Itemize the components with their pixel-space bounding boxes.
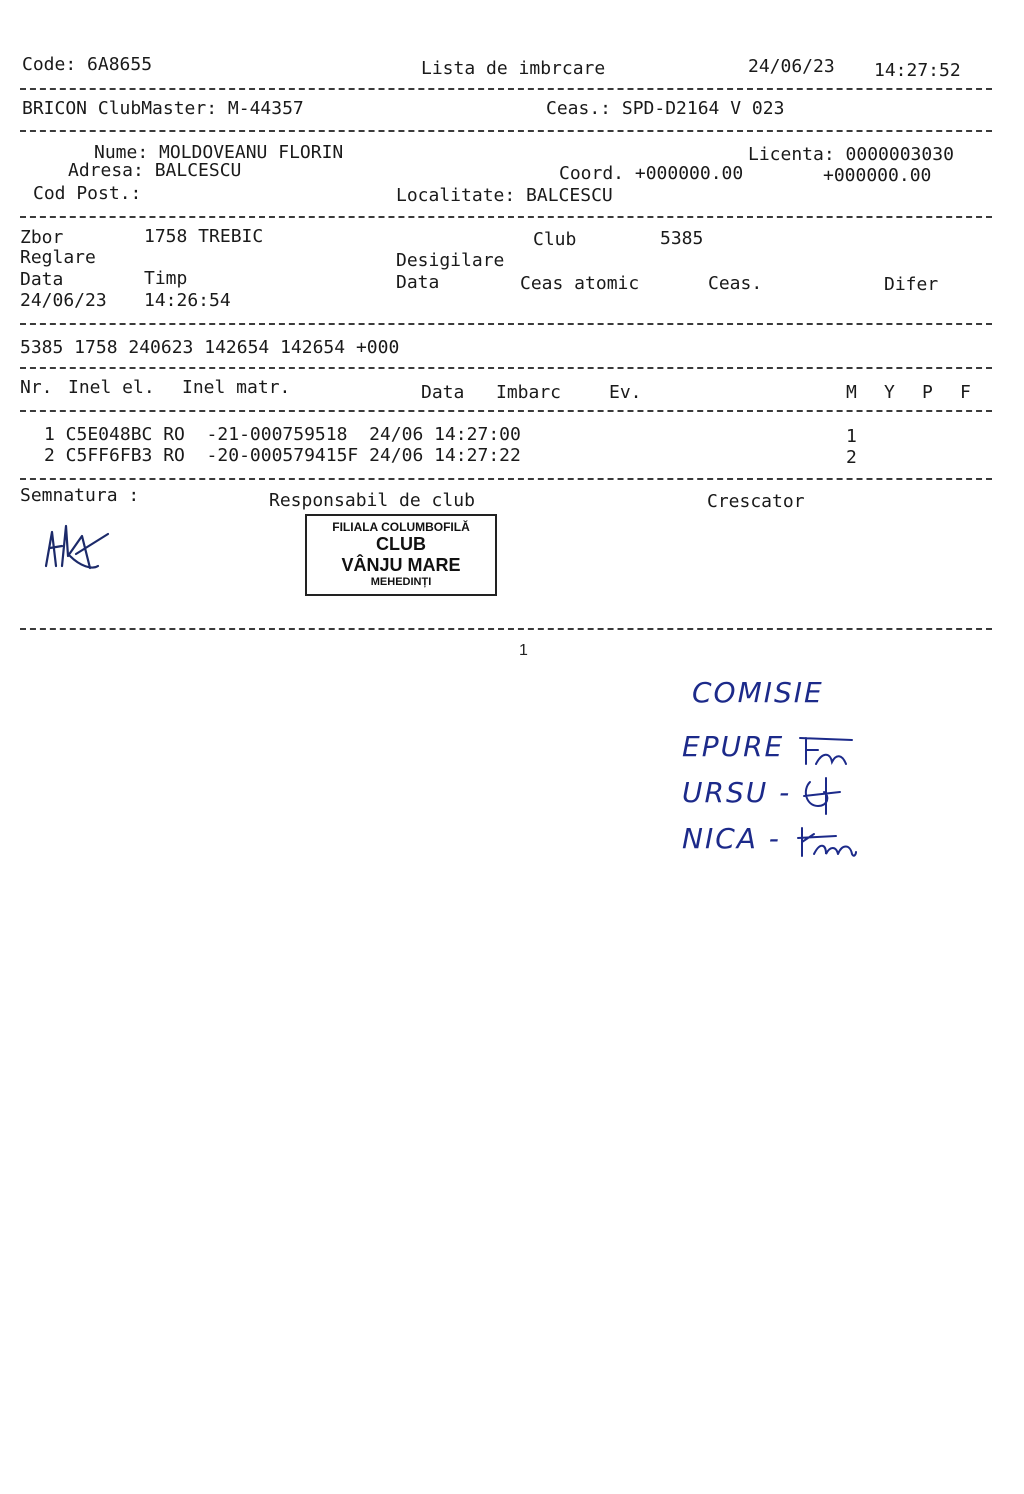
club-stamp: [305, 514, 497, 596]
stamp-line-3: VÂNJU MARE: [341, 555, 461, 575]
initials-scribble-3: [796, 824, 860, 860]
zbor-value: 1758 TREBIC: [144, 226, 264, 247]
responsabil-label: Responsabil de club: [269, 490, 475, 511]
handwritten-line-3: NICA -: [682, 822, 781, 855]
owner-licence: Licenta: 0000003030: [748, 144, 954, 165]
crescator-label: Crescator: [707, 491, 805, 512]
code-label: Code: 6A8655: [22, 54, 153, 75]
timp-label: Timp: [144, 268, 188, 289]
table-row: 2 C5FF6FB3 RO -20-000579415F 24/06 14:27:22: [44, 445, 521, 466]
data-value: 24/06/23: [20, 290, 107, 311]
initials-scribble-1: [796, 734, 856, 768]
coord-lat: Coord. +000000.00: [559, 163, 744, 184]
document-title: Lista de imbrcare: [421, 58, 606, 79]
divider: [20, 367, 992, 369]
desigilare-label: Desigilare: [396, 250, 505, 271]
postal-code: Cod Post.:: [33, 183, 142, 204]
zbor-label: Zbor: [20, 227, 64, 248]
initials-scribble-2: [800, 776, 846, 816]
stamp-line-2: CLUB: [376, 534, 426, 554]
col-m: M: [846, 382, 857, 403]
ceas-label: Ceas.: [708, 273, 763, 294]
divider: [20, 478, 992, 480]
stamp-line-1: FILIALA COLUMBOFILĂ: [332, 520, 470, 534]
locality: Localitate: BALCESCU: [396, 185, 613, 206]
col-inel-matr: Inel matr.: [182, 377, 291, 398]
code-line: 5385 1758 240623 142654 142654 +000: [20, 337, 400, 358]
col-imbarc: Imbarc: [496, 382, 562, 403]
timp-value: 14:26:54: [144, 290, 231, 311]
data2-label: Data: [396, 272, 440, 293]
header-date: 24/06/23: [748, 56, 835, 77]
semnatura-label: Semnatura :: [20, 485, 140, 506]
owner-address: Adresa: BALCESCU: [68, 160, 242, 181]
clubmaster-id: BRICON ClubMaster: M-44357: [22, 98, 304, 119]
col-data: Data: [421, 382, 465, 403]
ceas-atomic-label: Ceas atomic: [520, 273, 640, 294]
handwritten-line-1: EPURE: [682, 730, 785, 763]
table-row: 1 C5E048BC RO -21-000759518 24/06 14:27:00: [44, 424, 521, 445]
handwritten-title: COMISIE: [692, 676, 824, 709]
owner-name: Nume: MOLDOVEANU FLORIN: [94, 142, 344, 163]
reglare-label: Reglare: [20, 247, 96, 268]
table-row-m: 1: [846, 426, 857, 447]
col-nr: Nr.: [20, 377, 53, 398]
page-number: 1: [519, 642, 528, 659]
signature-scribble: [36, 496, 116, 576]
divider: [20, 323, 992, 325]
stamp-line-4: MEHEDINȚI: [370, 576, 432, 588]
table-row-m: 2: [846, 447, 857, 468]
divider: [20, 410, 992, 412]
divider: [20, 88, 992, 90]
handwritten-line-2: URSU -: [682, 776, 792, 809]
data-label: Data: [20, 269, 64, 290]
ceas-id: Ceas.: SPD-D2164 V 023: [546, 98, 785, 119]
coord-lon: +000000.00: [823, 165, 932, 186]
divider: [20, 628, 992, 630]
header-time: 14:27:52: [874, 60, 961, 81]
club-value: 5385: [660, 228, 704, 249]
col-p: P: [922, 382, 933, 403]
difer-label: Difer: [884, 274, 939, 295]
col-y: Y: [884, 382, 895, 403]
col-f: F: [960, 382, 971, 403]
col-inel-el: Inel el.: [68, 377, 155, 398]
divider: [20, 216, 992, 218]
divider: [20, 130, 992, 132]
col-ev: Ev.: [609, 382, 642, 403]
club-label: Club: [533, 229, 577, 250]
